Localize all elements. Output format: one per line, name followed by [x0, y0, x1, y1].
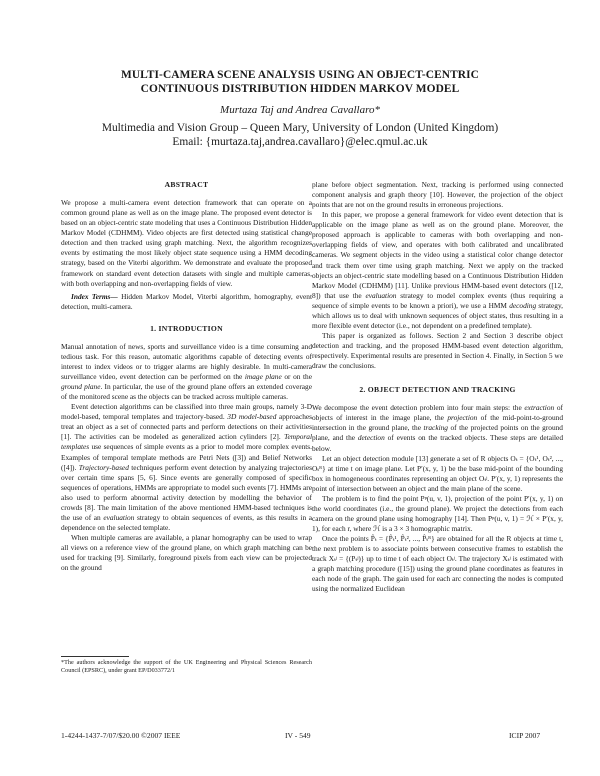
- right-paragraph-2: This paper is organized as follows. Section 2 and Section 3 describe object detection and tracking, and the proposed HMM-based event detection algorithm, respectively. Experimental results are presented in Section 4. Finally, in Section 5 we draw the conclusions.: [312, 330, 563, 371]
- section2-heading: 2. OBJECT DETECTION AND TRACKING: [359, 385, 516, 395]
- footer-conference: ICIP 2007: [509, 731, 541, 740]
- section2-paragraph-1: We decompose the event detection problem into four main steps: the extraction of objects of interest in the image plane, the projection of the mid-point-to-ground intersection in the ground plane, the tracking of the projected points on the ground plane, and the detection of events on the tracked objects. These steps are detailed below.: [312, 403, 563, 453]
- abstract-text: We propose a multi-camera event detection framework that can operate on a common ground plane as well as on the image plane. The proposed event detector is based on an object-centric state modeling that uses a Continuous Distribution Hidden Markov Model (CDHMM). Video objects are first detected using statistical change detection and then tracked using graph matching. Next, the algorithm recognizes events by estimating the most likely object state sequence using a HMM decoding strategy, based on the Viterbi algorithm. We demonstrate and evaluate the proposed framework on standard event detection datasets with single and multiple cameras, with both overlapping and non-overlapping fields of view.: [61, 198, 312, 288]
- right-column: [312, 180, 563, 594]
- footnote: *The authors acknowledge the support of the UK Engineering and Physical Sciences Research Council (EPSRC), under grant EP/D033772/1: [61, 659, 312, 675]
- paper-title: [60, 68, 540, 96]
- email: Email: {murtaza.taj,andrea.cavallaro}@elec.qmul.ac.uk: [172, 136, 428, 148]
- intro-paragraph-1: Manual annotation of news, sports and surveillance video is a time consuming and tedious task. For this reason, automatic algorithms capable of detecting events of interest to index videos or to trigger alarms are highly desirable. In multi-camera surveillance video, event detection can be performed on the image plane or on the ground plane. In particular, the use of the ground plane offers an extended coverage of the monitored scene as the objects can be tracked across multiple cameras.: [61, 341, 312, 402]
- intro-paragraph-3: When multiple cameras are available, a planar homography can be used to wrap all views on a reference view of the ground plane, on which graph matching can be used for tracking [9]. Similarly, foreground pixels from each view can be projected on the ground: [61, 533, 312, 573]
- index-terms: [61, 292, 312, 312]
- index-terms-label: Index Terms—: [71, 291, 118, 301]
- abstract-heading: ABSTRACT: [164, 180, 209, 189]
- index-terms-text: Hidden Markov Model, Viterbi algorithm, homography, event detection, multi-camera.: [61, 291, 312, 311]
- right-paragraph-0: plane before object segmentation. Next, tracking is performed using connected component analysis and graph theory [10]. However, the projection of the object points that are not on the ground results in erroneous projections.: [312, 180, 563, 210]
- affiliation-block: [0, 121, 600, 149]
- footnote-rule: [61, 656, 129, 657]
- left-column: [61, 180, 312, 573]
- title-line-2: CONTINUOUS DISTRIBUTION HIDDEN MARKOV MODEL: [140, 83, 460, 95]
- section2-paragraph-3: The problem is to find the point Pᵖ(u, v, 1), projection of the point P′(x, y, 1) on the world coordinates (i.e., the ground plane). We project the detections from each camera on the ground plane using homography [14]. Then Pᵖ(u, v, 1) = ℋ × P′(x, y, 1), for each r, where ℋ is a 3 × 3 homographic matrix.: [312, 493, 563, 533]
- footer-page-number: IV - 549: [285, 731, 311, 740]
- intro-heading: 1. INTRODUCTION: [150, 323, 223, 333]
- authors: Murtaza Taj and Andrea Cavallaro*: [220, 104, 380, 116]
- title-line-1: MULTI-CAMERA SCENE ANALYSIS USING AN OBJECT-CENTRIC: [121, 69, 479, 81]
- footer-isbn: 1-4244-1437-7/07/$20.00 ©2007 IEEE: [61, 731, 181, 740]
- section2-paragraph-4: Once the points P̂ₜ = {P̂ₜ¹, P̂ₜ², ..., P̂ₜᴿ} are obtained for all the R objects at time t, the next problem is to associate points between consecutive frames to establish the track Xₜʲ = {(Pₜʲ)} up to time t of each object Oₜʲ. The trajectory Xₜʲ is estimated with a graph matching procedure ([15]) using the ground plane coordinates as features in each node of the graph. The gain used for each arc connecting the nodes is computed using the normalized Euclidean: [312, 534, 563, 594]
- intro-paragraph-2: Event detection algorithms can be classified into three main groups, namely 3-D model-based, temporal templates and trajectory-based. 3D model-based approaches treat an object as a set of connected parts and perform detections on their activities [1]. The activities can be modeled as generalized action cylinders [2]. Temporal templates use sequences of simple events as a prior to model more complex events. Examples of temporal template methods are Petri Nets ([3]) and Belief Networks ([4]). Trajectory-based techniques perform event detection by analyzing trajectories over certain time spans [5, 6]. Since events are generally composed of specific sequences of operations, HMMs are appropriate to model such events [7]. HMMs are also used to perform abnormal activity detection by modelling the behavior of crowds [8]. The main limitation of the above mentioned HMM-based techniques is the use of an evaluation strategy to obtain sequences of events, as this results in a dependence on the selected template.: [61, 402, 313, 532]
- affiliation: Multimedia and Vision Group – Queen Mary, University of London (United Kingdom): [101, 122, 499, 134]
- right-paragraph-1: In this paper, we propose a general framework for video event detection that is applicable on the image plane as well as on the ground plane. Moreover, the proposed approach is applicable to cameras with both overlapping and non-overlapping fields of view, and operates with both calibrated and uncalibrated cameras. We segment objects in the video using a statistical color change detector and track them over time using graph matching. Next we apply on the tracked objects an object-centric state modelling based on a Continuous Distribution Hidden Markov Model (CDHMM) [11]. Unlike previous HMM-based event detectors ([12, 8]) that use the evaluation strategy to model complex events (thus requiring a sequence of simple events to be known a priori), we use a HMM decoding strategy, which allows us to deal with unknown sequences of object states, thus resulting in a more flexible event detector (i.e., not dependent on a predefined template).: [312, 210, 563, 330]
- section2-paragraph-2: Let an object detection module [13] generate a set of R objects Oₜ = {Oₜ¹, Oₜ², ..., Oₜᴿ} at time t on image plane. Let P′(x, y, 1) be the base mid-point of the bounding box in homogeneous coordinates representing an object Oₜʲ. P′(x, y, 1) represents the point of intersection between an object and the main plane of the scene.: [312, 453, 563, 493]
